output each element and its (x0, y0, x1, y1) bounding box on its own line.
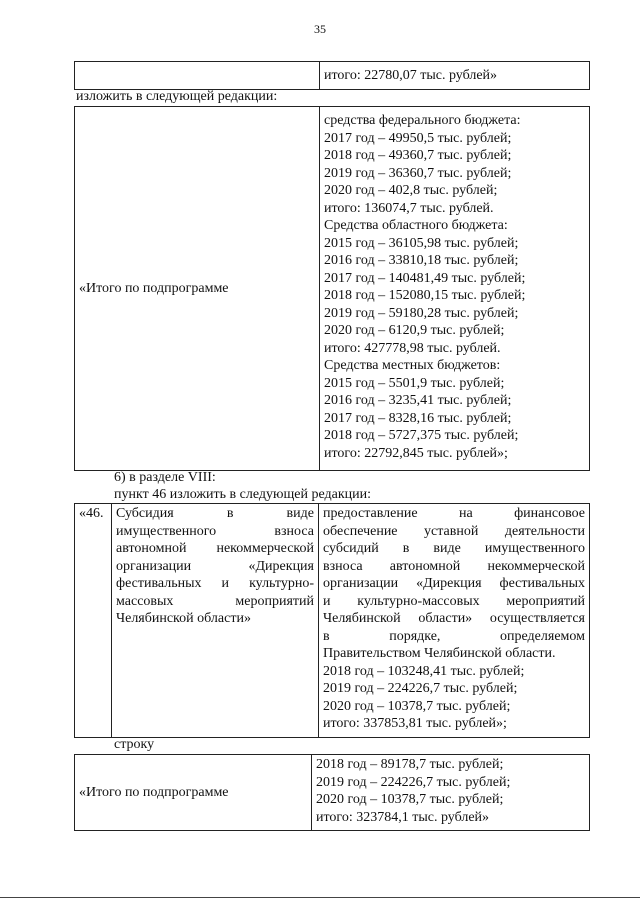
funding-line: итого: 136074,7 тыс. рублей. (324, 200, 494, 216)
details-line: Правительством Челябинской области. (323, 646, 556, 661)
description-line: организации «Дирекция (116, 558, 314, 574)
details-line: субсидий в виде имущественного (323, 541, 585, 556)
funding-line: 2017 год – 49950,5 тыс. рублей; (324, 130, 512, 146)
row-values (312, 755, 590, 831)
intro-line-1: изложить в следующей редакции: (76, 89, 278, 104)
details-line: 2019 год – 224226,7 тыс. рублей; (323, 681, 518, 696)
subprogram-funding (320, 107, 590, 471)
details-line: взноса автономной некоммерческой (323, 558, 585, 574)
subprogram-label: «Итого по подпрограмме (75, 107, 320, 471)
details-line: обеспечение уставной деятельности (323, 523, 585, 539)
table-subprogram-total (74, 106, 590, 471)
bottom-rule (0, 897, 640, 898)
funding-line: 2019 год – 36360,7 тыс. рублей; (324, 165, 512, 181)
funding-line: 2015 год – 5501,9 тыс. рублей; (324, 375, 505, 391)
details-line: Челябинской области» осуществляется (323, 611, 585, 626)
value-line: 2019 год – 224226,7 тыс. рублей; (316, 774, 511, 790)
description-line: фестивальных и культурно- (116, 576, 314, 591)
funding-line: 2017 год – 140481,49 тыс. рублей; (324, 270, 526, 286)
details-line: и культурно-массовых мероприятий (323, 593, 585, 609)
details-line: предоставление на финансовое (323, 506, 585, 521)
table-top-left-cell (75, 62, 320, 90)
item-details (319, 504, 590, 738)
funding-line: 2019 год – 59180,28 тыс. рублей; (324, 305, 519, 321)
description-line: массовых мероприятий (116, 593, 314, 609)
details-line: 2020 год – 10378,7 тыс. рублей; (323, 698, 511, 714)
item-description (112, 504, 319, 738)
funding-line: 2020 год – 402,8 тыс. рублей; (324, 183, 498, 198)
table-top-fragment (74, 61, 590, 90)
description-line: Субсидия в виде (116, 506, 314, 521)
table-top-right-cell: итого: 22780,07 тыс. рублей» (320, 62, 590, 90)
intro-line-3: строку (114, 737, 155, 752)
details-line: организации «Дирекция фестивальных (323, 576, 585, 591)
section-line: 6) в разделе VIII: (114, 470, 216, 485)
funding-line: 2017 год – 8328,16 тыс. рублей; (324, 410, 512, 426)
intro-line-2: пункт 46 изложить в следующей редакции: (114, 487, 371, 502)
funding-line: средства федерального бюджета: (324, 113, 521, 128)
description-line: автономной некоммерческой (116, 541, 314, 556)
value-line: итого: 323784,1 тыс. рублей» (316, 809, 490, 825)
details-line: итого: 337853,81 тыс. рублей»; (323, 716, 507, 731)
funding-line: 2018 год – 152080,15 тыс. рублей; (324, 288, 526, 303)
funding-line: 2018 год – 49360,7 тыс. рублей; (324, 148, 512, 163)
page-number: 35 (314, 22, 326, 36)
value-line: 2020 год – 10378,7 тыс. рублей; (316, 792, 504, 807)
funding-line: Средства областного бюджета: (324, 218, 508, 233)
funding-line: 2016 год – 33810,18 тыс. рублей; (324, 253, 519, 268)
value-line: 2018 год – 89178,7 тыс. рублей; (316, 757, 504, 772)
funding-line: 2020 год – 6120,9 тыс. рублей; (324, 323, 505, 338)
row-label: «Итого по подпрограмме (75, 755, 312, 831)
funding-line: итого: 427778,98 тыс. рублей. (324, 340, 501, 356)
funding-line: итого: 22792,845 тыс. рублей»; (324, 445, 508, 461)
item-number: «46. (75, 504, 112, 738)
funding-line: 2016 год – 3235,41 тыс. рублей; (324, 393, 512, 408)
table-subprogram-row (74, 754, 590, 831)
funding-line: 2018 год – 5727,375 тыс. рублей; (324, 428, 519, 443)
table-item-46 (74, 503, 590, 738)
funding-line: Средства местных бюджетов: (324, 358, 501, 373)
description-line: имущественного взноса (116, 523, 314, 539)
details-line: в порядке, определяемом (323, 628, 585, 644)
funding-line: 2015 год – 36105,98 тыс. рублей; (324, 235, 519, 251)
description-line: Челябинской области» (116, 611, 251, 626)
details-line: 2018 год – 103248,41 тыс. рублей; (323, 663, 525, 679)
